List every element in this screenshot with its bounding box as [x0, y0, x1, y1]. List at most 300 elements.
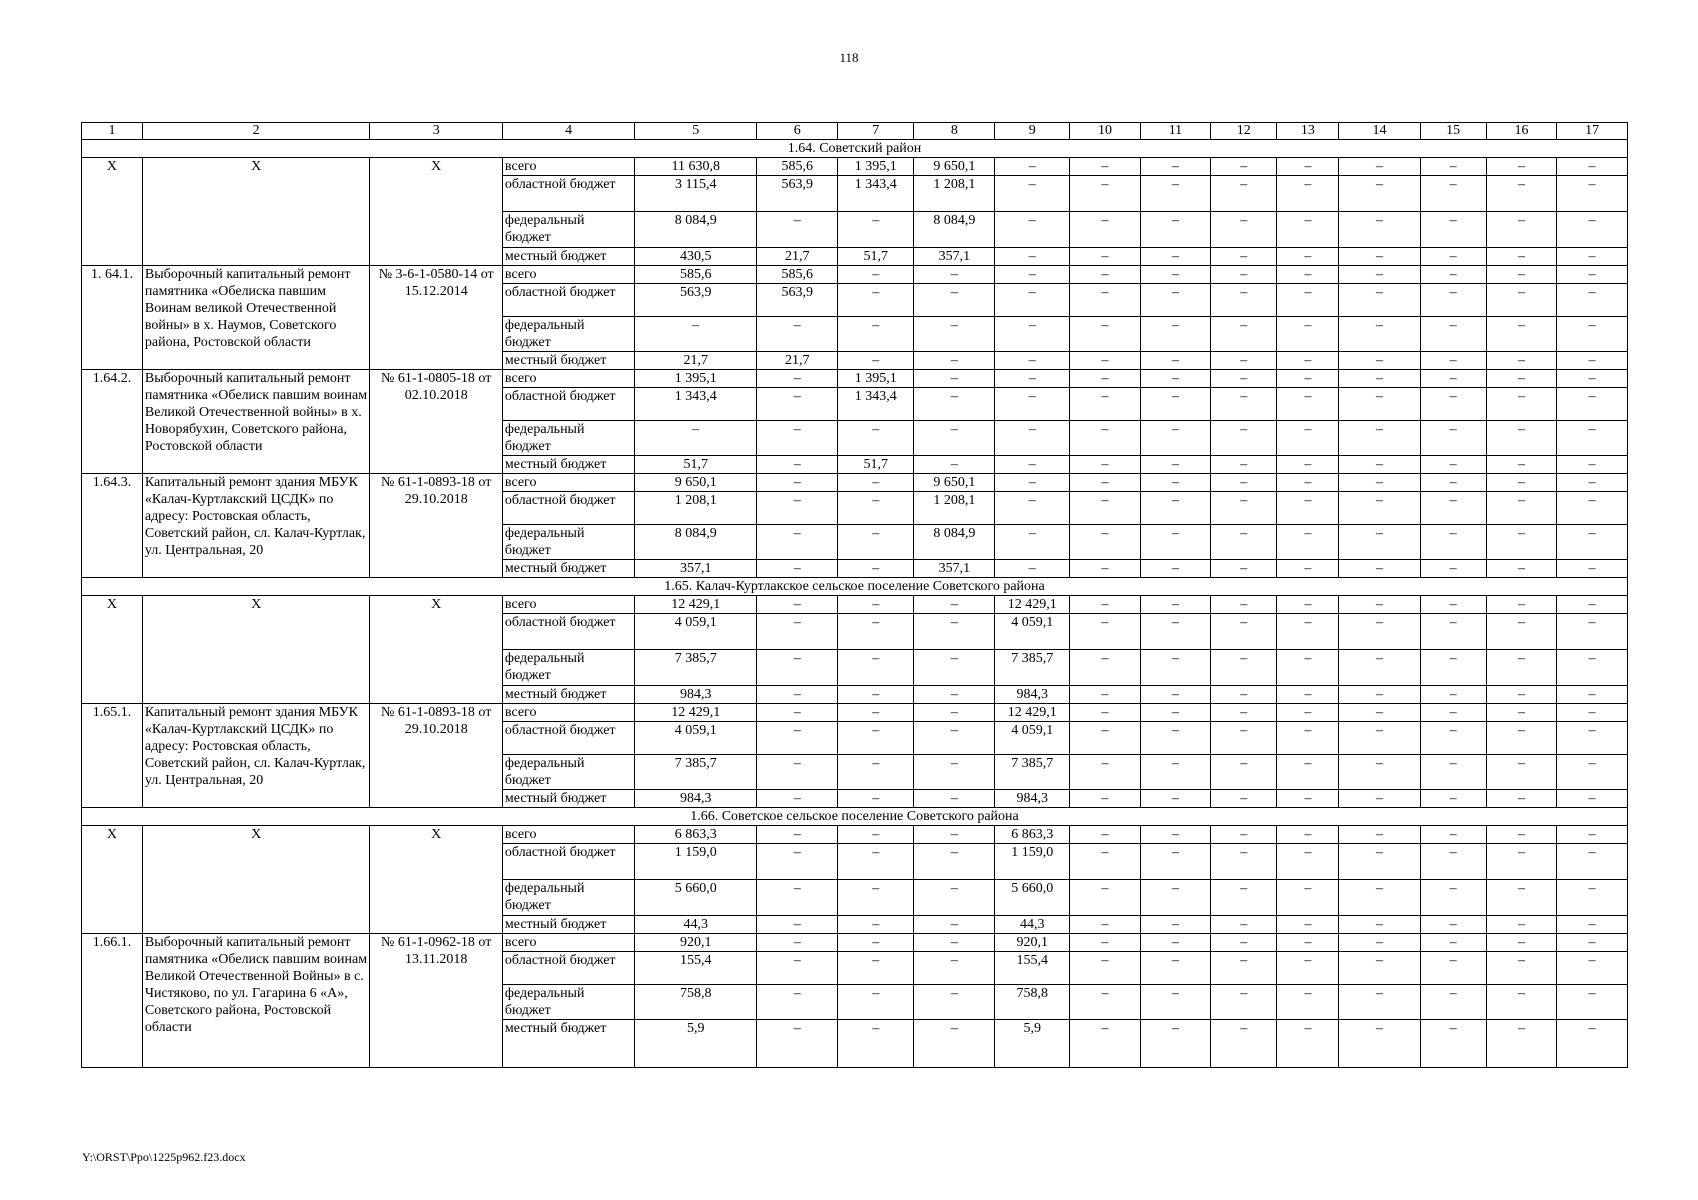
funding-source-label: всего — [502, 370, 634, 388]
funding-source-label: местный бюджет — [502, 1020, 634, 1068]
dash-cell: – — [1557, 686, 1628, 704]
expertise-conclusion: № 61-1-0893-18 от 29.10.2018 — [370, 704, 502, 808]
funding-source-label: всего — [502, 596, 634, 614]
amount-cell: – — [838, 212, 914, 248]
dash-cell: – — [1339, 934, 1420, 952]
amount-cell: 430,5 — [635, 248, 757, 266]
funding-source-label: местный бюджет — [502, 560, 634, 578]
section-title: 1.64. Советский район — [82, 140, 1628, 158]
dash-cell: – — [1420, 985, 1486, 1020]
dash-cell: – — [1140, 266, 1211, 284]
amount-cell: – — [995, 248, 1070, 266]
amount-cell: – — [838, 492, 914, 525]
amount-cell: – — [838, 596, 914, 614]
amount-cell: – — [757, 456, 838, 474]
dash-cell: – — [1211, 388, 1277, 421]
dash-cell: – — [1211, 456, 1277, 474]
dash-cell: – — [1211, 525, 1277, 560]
amount-cell: 4 059,1 — [635, 722, 757, 755]
expertise-conclusion: № 61-1-0805-18 от 02.10.2018 — [370, 370, 502, 474]
funding-source-label: местный бюджет — [502, 352, 634, 370]
dash-cell: – — [1339, 317, 1420, 352]
amount-cell: – — [838, 826, 914, 844]
amount-cell: 21,7 — [757, 248, 838, 266]
dash-cell: – — [1420, 704, 1486, 722]
dash-cell: – — [1211, 880, 1277, 916]
dash-cell: – — [1420, 492, 1486, 525]
dash-cell: – — [1486, 844, 1557, 880]
amount-cell: – — [757, 650, 838, 686]
dash-cell: – — [1486, 596, 1557, 614]
dash-cell: – — [1557, 284, 1628, 317]
dash-cell: – — [1557, 176, 1628, 212]
amount-cell: 51,7 — [838, 248, 914, 266]
dash-cell: – — [1486, 880, 1557, 916]
funding-source-label: областной бюджет — [502, 722, 634, 755]
dash-cell: – — [1070, 525, 1141, 560]
dash-cell: – — [1339, 284, 1420, 317]
amount-cell: – — [757, 421, 838, 456]
dash-cell: – — [1211, 844, 1277, 880]
amount-cell: – — [995, 492, 1070, 525]
amount-cell: – — [995, 352, 1070, 370]
amount-cell: 585,6 — [635, 266, 757, 284]
dash-cell: – — [1140, 421, 1211, 456]
amount-cell: 1 208,1 — [914, 492, 995, 525]
column-number: 11 — [1140, 123, 1211, 140]
dash-cell: – — [1277, 212, 1339, 248]
amount-cell: – — [914, 614, 995, 650]
object-name: Выборочный капитальный ремонт памятника «Обелиска павшим Воинам великой Отечественной войны» в х. Наумов, Советского района, Ростовской области — [142, 266, 370, 370]
dash-cell: – — [1277, 474, 1339, 492]
dash-cell: – — [1211, 158, 1277, 176]
funding-source-label: областной бюджет — [502, 614, 634, 650]
amount-cell: – — [914, 421, 995, 456]
amount-cell: – — [838, 284, 914, 317]
dash-cell: – — [1420, 370, 1486, 388]
dash-cell: – — [1070, 985, 1141, 1020]
amount-cell: – — [757, 755, 838, 790]
dash-cell: – — [1070, 934, 1141, 952]
dash-cell: – — [1277, 525, 1339, 560]
dash-cell: – — [1557, 474, 1628, 492]
dash-cell: – — [1557, 614, 1628, 650]
dash-cell: – — [1211, 492, 1277, 525]
dash-cell: – — [1486, 826, 1557, 844]
funding-source-label: федеральный бюджет — [502, 421, 634, 456]
summary-row-total — [82, 158, 1628, 176]
funding-source-label: федеральный бюджет — [502, 212, 634, 248]
item-number: 1. 64.1. — [82, 266, 143, 370]
dash-cell: – — [1486, 212, 1557, 248]
dash-cell: – — [1070, 916, 1141, 934]
dash-cell: – — [1140, 492, 1211, 525]
item-row-total — [82, 474, 1628, 492]
column-number: 1 — [82, 123, 143, 140]
amount-cell: – — [914, 1020, 995, 1068]
dash-cell: – — [1211, 934, 1277, 952]
amount-cell: – — [838, 352, 914, 370]
dash-cell: – — [1277, 352, 1339, 370]
amount-cell: – — [995, 370, 1070, 388]
item-number: 1.65.1. — [82, 704, 143, 808]
dash-cell: – — [1070, 560, 1141, 578]
page-number: 118 — [839, 50, 859, 65]
dash-cell: – — [1070, 474, 1141, 492]
amount-cell: – — [995, 474, 1070, 492]
amount-cell: – — [757, 492, 838, 525]
dash-cell: – — [1070, 1020, 1141, 1068]
dash-cell: – — [1070, 370, 1141, 388]
dash-cell: – — [1277, 176, 1339, 212]
amount-cell: 1 395,1 — [838, 370, 914, 388]
dash-cell: – — [1420, 560, 1486, 578]
dash-cell: – — [1140, 525, 1211, 560]
dash-cell: – — [1140, 755, 1211, 790]
item-row-total — [82, 934, 1628, 952]
amount-cell: 8 084,9 — [635, 525, 757, 560]
amount-cell: – — [757, 212, 838, 248]
dash-cell: – — [1557, 916, 1628, 934]
dash-cell: – — [1140, 650, 1211, 686]
budget-table — [81, 122, 1628, 1068]
amount-cell: – — [757, 370, 838, 388]
amount-cell: 12 429,1 — [995, 704, 1070, 722]
dash-cell: – — [1339, 826, 1420, 844]
amount-cell: 920,1 — [635, 934, 757, 952]
amount-cell: – — [757, 952, 838, 985]
dash-cell: – — [1211, 317, 1277, 352]
dash-cell: – — [1277, 826, 1339, 844]
amount-cell: – — [914, 456, 995, 474]
dash-cell: – — [1140, 317, 1211, 352]
amount-cell: 984,3 — [635, 790, 757, 808]
dash-cell: – — [1277, 722, 1339, 755]
dash-cell: – — [1070, 686, 1141, 704]
amount-cell: – — [914, 266, 995, 284]
amount-cell: 9 650,1 — [635, 474, 757, 492]
object-name: Выборочный капитальный ремонт памятника «Обелиск павшим воинам Великой Отечественной Войны» в с. Чистяково, по ул. Гагарина 6 «А», Советского района, Ростовской области — [142, 934, 370, 1068]
amount-cell: – — [757, 880, 838, 916]
dash-cell: – — [1339, 474, 1420, 492]
dash-cell: – — [1140, 844, 1211, 880]
funding-source-label: всего — [502, 266, 634, 284]
dash-cell: – — [1070, 212, 1141, 248]
section-title-row — [82, 140, 1628, 158]
amount-cell: 585,6 — [757, 158, 838, 176]
dash-cell: – — [1277, 1020, 1339, 1068]
dash-cell: – — [1420, 352, 1486, 370]
amount-cell: 12 429,1 — [635, 596, 757, 614]
dash-cell: – — [1211, 560, 1277, 578]
amount-cell: 51,7 — [635, 456, 757, 474]
funding-source-label: областной бюджет — [502, 176, 634, 212]
amount-cell: – — [757, 844, 838, 880]
amount-cell: 4 059,1 — [995, 614, 1070, 650]
dash-cell: – — [1339, 722, 1420, 755]
column-number: 14 — [1339, 123, 1420, 140]
dash-cell: – — [1339, 248, 1420, 266]
dash-cell: – — [1557, 317, 1628, 352]
dash-cell: – — [1140, 388, 1211, 421]
amount-cell: 1 395,1 — [838, 158, 914, 176]
dash-cell: – — [1211, 266, 1277, 284]
dash-cell: – — [1486, 722, 1557, 755]
section-title-row — [82, 578, 1628, 596]
dash-cell: – — [1140, 370, 1211, 388]
dash-cell: – — [1486, 388, 1557, 421]
dash-cell: – — [1277, 952, 1339, 985]
dash-cell: – — [1420, 596, 1486, 614]
dash-cell: – — [1339, 916, 1420, 934]
amount-cell: – — [838, 952, 914, 985]
dash-cell: – — [1339, 650, 1420, 686]
dash-cell: – — [1420, 614, 1486, 650]
dash-cell: – — [1486, 650, 1557, 686]
dash-cell: – — [1486, 492, 1557, 525]
amount-cell: – — [838, 704, 914, 722]
amount-cell: 12 429,1 — [995, 596, 1070, 614]
column-number: 16 — [1486, 123, 1557, 140]
funding-source-label: всего — [502, 704, 634, 722]
dash-cell: – — [1339, 158, 1420, 176]
dash-cell: – — [1140, 916, 1211, 934]
amount-cell: 51,7 — [838, 456, 914, 474]
dash-cell: – — [1339, 704, 1420, 722]
dash-cell: – — [1277, 755, 1339, 790]
amount-cell: 984,3 — [995, 790, 1070, 808]
dash-cell: – — [1420, 248, 1486, 266]
dash-cell: – — [1486, 952, 1557, 985]
amount-cell: – — [838, 650, 914, 686]
amount-cell: 3 115,4 — [635, 176, 757, 212]
x-mark: Х — [142, 158, 370, 266]
dash-cell: – — [1420, 212, 1486, 248]
dash-cell: – — [1070, 317, 1141, 352]
item-number: 1.64.3. — [82, 474, 143, 578]
section-title: 1.65. Калач-Куртлакское сельское поселение Советского района — [82, 578, 1628, 596]
dash-cell: – — [1140, 176, 1211, 212]
column-number: 2 — [142, 123, 370, 140]
amount-cell: 12 429,1 — [635, 704, 757, 722]
dash-cell: – — [1339, 352, 1420, 370]
dash-cell: – — [1140, 952, 1211, 985]
amount-cell: – — [995, 317, 1070, 352]
amount-cell: – — [838, 880, 914, 916]
dash-cell: – — [1211, 722, 1277, 755]
dash-cell: – — [1070, 352, 1141, 370]
dash-cell: – — [1339, 176, 1420, 212]
dash-cell: – — [1557, 826, 1628, 844]
amount-cell: – — [914, 704, 995, 722]
column-number: 7 — [838, 123, 914, 140]
dash-cell: – — [1211, 1020, 1277, 1068]
dash-cell: – — [1277, 880, 1339, 916]
object-name: Капитальный ремонт здания МБУК «Калач-Куртлакский ЦСДК» по адресу: Ростовская область, Советский район, сл. Калач-Куртлак, ул. Центральная, 20 — [142, 474, 370, 578]
dash-cell: – — [1070, 826, 1141, 844]
funding-source-label: федеральный бюджет — [502, 985, 634, 1020]
funding-source-label: всего — [502, 158, 634, 176]
column-number-row — [82, 123, 1628, 140]
amount-cell: 1 208,1 — [914, 176, 995, 212]
dash-cell: – — [1339, 525, 1420, 560]
amount-cell: 1 343,4 — [635, 388, 757, 421]
amount-cell: – — [838, 755, 914, 790]
amount-cell: – — [838, 421, 914, 456]
dash-cell: – — [1277, 704, 1339, 722]
dash-cell: – — [1420, 421, 1486, 456]
amount-cell: – — [914, 388, 995, 421]
amount-cell: – — [838, 614, 914, 650]
amount-cell: 1 395,1 — [635, 370, 757, 388]
amount-cell: 984,3 — [995, 686, 1070, 704]
funding-source-label: областной бюджет — [502, 388, 634, 421]
dash-cell: – — [1557, 158, 1628, 176]
dash-cell: – — [1277, 248, 1339, 266]
dash-cell: – — [1211, 421, 1277, 456]
dash-cell: – — [1339, 212, 1420, 248]
dash-cell: – — [1557, 844, 1628, 880]
dash-cell: – — [1557, 596, 1628, 614]
amount-cell: – — [757, 596, 838, 614]
dash-cell: – — [1211, 952, 1277, 985]
dash-cell: – — [1339, 596, 1420, 614]
dash-cell: – — [1486, 248, 1557, 266]
amount-cell: – — [757, 686, 838, 704]
amount-cell: 1 159,0 — [995, 844, 1070, 880]
amount-cell: – — [995, 176, 1070, 212]
funding-source-label: всего — [502, 474, 634, 492]
dash-cell: – — [1070, 158, 1141, 176]
dash-cell: – — [1211, 596, 1277, 614]
dash-cell: – — [1486, 158, 1557, 176]
amount-cell: 8 084,9 — [914, 525, 995, 560]
dash-cell: – — [1277, 456, 1339, 474]
amount-cell: 9 650,1 — [914, 474, 995, 492]
expertise-conclusion: № 61-1-0962-18 от 13.11.2018 — [370, 934, 502, 1068]
dash-cell: – — [1277, 686, 1339, 704]
amount-cell: 6 863,3 — [635, 826, 757, 844]
amount-cell: – — [914, 722, 995, 755]
dash-cell: – — [1420, 1020, 1486, 1068]
amount-cell: – — [914, 370, 995, 388]
column-number: 17 — [1557, 123, 1628, 140]
x-mark: Х — [370, 826, 502, 934]
amount-cell: – — [838, 934, 914, 952]
dash-cell: – — [1277, 916, 1339, 934]
amount-cell: 4 059,1 — [635, 614, 757, 650]
amount-cell: – — [838, 916, 914, 934]
amount-cell: – — [995, 560, 1070, 578]
amount-cell: – — [838, 722, 914, 755]
dash-cell: – — [1140, 158, 1211, 176]
amount-cell: – — [995, 421, 1070, 456]
amount-cell: – — [914, 916, 995, 934]
dash-cell: – — [1339, 755, 1420, 790]
dash-cell: – — [1486, 317, 1557, 352]
amount-cell: – — [914, 952, 995, 985]
dash-cell: – — [1339, 985, 1420, 1020]
dash-cell: – — [1557, 212, 1628, 248]
amount-cell: 5,9 — [635, 1020, 757, 1068]
dash-cell: – — [1339, 421, 1420, 456]
dash-cell: – — [1557, 352, 1628, 370]
amount-cell: – — [995, 266, 1070, 284]
amount-cell: 7 385,7 — [995, 755, 1070, 790]
amount-cell: 44,3 — [635, 916, 757, 934]
amount-cell: – — [838, 525, 914, 560]
amount-cell: – — [838, 317, 914, 352]
amount-cell: 21,7 — [757, 352, 838, 370]
dash-cell: – — [1070, 844, 1141, 880]
dash-cell: – — [1420, 266, 1486, 284]
dash-cell: – — [1277, 985, 1339, 1020]
amount-cell: 7 385,7 — [635, 755, 757, 790]
funding-source-label: местный бюджет — [502, 686, 634, 704]
dash-cell: – — [1486, 352, 1557, 370]
dash-cell: – — [1486, 916, 1557, 934]
amount-cell: 5 660,0 — [995, 880, 1070, 916]
amount-cell: – — [914, 284, 995, 317]
dash-cell: – — [1420, 158, 1486, 176]
dash-cell: – — [1140, 686, 1211, 704]
amount-cell: – — [635, 421, 757, 456]
item-number: 1.66.1. — [82, 934, 143, 1068]
dash-cell: – — [1211, 790, 1277, 808]
dash-cell: – — [1211, 474, 1277, 492]
amount-cell: 8 084,9 — [635, 212, 757, 248]
object-name: Капитальный ремонт здания МБУК «Калач-Куртлакский ЦСДК» по адресу: Ростовская область, Советский район, сл. Калач-Куртлак, ул. Центральная, 20 — [142, 704, 370, 808]
dash-cell: – — [1140, 596, 1211, 614]
dash-cell: – — [1486, 266, 1557, 284]
dash-cell: – — [1420, 952, 1486, 985]
amount-cell: 21,7 — [635, 352, 757, 370]
amount-cell: 11 630,8 — [635, 158, 757, 176]
amount-cell: – — [635, 317, 757, 352]
dash-cell: – — [1140, 826, 1211, 844]
amount-cell: 155,4 — [635, 952, 757, 985]
amount-cell: – — [838, 686, 914, 704]
funding-source-label: местный бюджет — [502, 248, 634, 266]
amount-cell: – — [914, 317, 995, 352]
dash-cell: – — [1211, 284, 1277, 317]
amount-cell: 7 385,7 — [635, 650, 757, 686]
x-mark: Х — [82, 158, 143, 266]
amount-cell: – — [838, 790, 914, 808]
amount-cell: – — [914, 686, 995, 704]
dash-cell: – — [1211, 248, 1277, 266]
dash-cell: – — [1070, 650, 1141, 686]
amount-cell: – — [757, 388, 838, 421]
dash-cell: – — [1486, 686, 1557, 704]
amount-cell: 155,4 — [995, 952, 1070, 985]
expertise-conclusion: № 3-6-1-0580-14 от 15.12.2014 — [370, 266, 502, 370]
amount-cell: – — [995, 158, 1070, 176]
dash-cell: – — [1140, 248, 1211, 266]
amount-cell: 357,1 — [635, 560, 757, 578]
dash-cell: – — [1070, 492, 1141, 525]
dash-cell: – — [1486, 176, 1557, 212]
amount-cell: 984,3 — [635, 686, 757, 704]
amount-cell: – — [914, 985, 995, 1020]
amount-cell: – — [914, 650, 995, 686]
dash-cell: – — [1486, 790, 1557, 808]
dash-cell: – — [1486, 456, 1557, 474]
dash-cell: – — [1211, 985, 1277, 1020]
dash-cell: – — [1486, 370, 1557, 388]
dash-cell: – — [1486, 755, 1557, 790]
dash-cell: – — [1339, 456, 1420, 474]
